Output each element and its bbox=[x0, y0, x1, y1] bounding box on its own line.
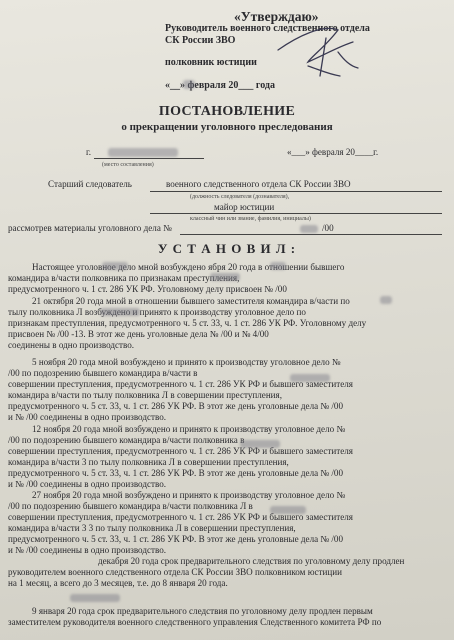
redacted-mark bbox=[210, 273, 240, 281]
place-label: г. bbox=[86, 147, 91, 157]
body-paragraph bbox=[8, 606, 446, 628]
body-line: /00 по подозрению бывшего командира в/части в bbox=[8, 368, 198, 379]
body-line: командира в/части полковника по признакам преступления, bbox=[8, 273, 240, 284]
case-number: /00 bbox=[322, 223, 334, 233]
redacted-mark bbox=[270, 506, 306, 514]
approval-stamp: «Утверждаю» bbox=[234, 9, 319, 24]
body-line: предусмотренного ч. 5 ст. 33, ч. 1 ст. 286 УК РФ. В этот же день уголовные дела № /00 bbox=[8, 468, 344, 479]
body-line: командира в/части 3 3 по тылу полковника Л в совершении преступления, bbox=[8, 523, 296, 534]
approval-line-4: «__» февраля 20___ года bbox=[165, 80, 275, 91]
redacted-mark bbox=[270, 262, 286, 270]
redacted-mark bbox=[183, 80, 195, 89]
body-line: совершении преступления, предусмотренного ч. 1 ст. 286 УК РФ и бывшего заместителя bbox=[8, 446, 353, 457]
redacted-mark bbox=[290, 374, 330, 382]
body-line: и № /00 соединены в одно производство. bbox=[8, 545, 167, 556]
redacted-mark bbox=[300, 225, 318, 233]
body-line: присвоен № /00 -13. В этот же день уголовные дела № /00 и № 4/00 bbox=[8, 329, 269, 340]
body-paragraph bbox=[8, 296, 446, 351]
approval-line-2: СК России ЗВО bbox=[165, 35, 236, 46]
author-position: военного следственного отдела СК России ЗВО bbox=[166, 179, 351, 189]
body-line: руководителем военного следственного отдела СК России ЗВО полковником юстиции bbox=[8, 567, 342, 578]
section-heading: У С Т А Н О В И Л : bbox=[157, 241, 297, 256]
body-line: командира в/части по тылу полковника Л в совершении преступления, bbox=[8, 390, 283, 401]
body-line: 27 ноября 20 года мной возбуждено и принято к производству уголовное дело № bbox=[32, 490, 346, 500]
body-paragraph bbox=[8, 556, 446, 589]
body-line: на 1 месяц, а всего до 3 месяцев, т.е. до 8 января 20 года. bbox=[8, 578, 228, 589]
body-line: /00 по подозрению бывшего командира в/части полковника Л в bbox=[8, 501, 253, 512]
body-line: предусмотренного ч. 5 ст. 33, ч. 1 ст. 286 УК РФ. В этот же день уголовные дела № /00 bbox=[8, 401, 344, 412]
redacted-mark bbox=[70, 594, 120, 602]
signature-scribble bbox=[268, 16, 368, 86]
document-date: «___» февраля 20____г. bbox=[287, 147, 379, 157]
body-line: командира в/части 3 по тылу полковника Л в совершении преступления, bbox=[8, 457, 289, 468]
body-line: Настоящее уголовное дело мной возбуждено ября 20 года в отношении бывшего bbox=[32, 262, 345, 272]
body-line: 9 января 20 года срок предварительного следствия по уголовному делу продлен первым bbox=[32, 606, 373, 616]
body-line: 5 ноября 20 года мной возбуждено и принято к производству уголовное дело № bbox=[32, 357, 341, 367]
body-line: предусмотренного ч. 1 ст. 286 УК РФ. Уголовному делу присвоен № /00 bbox=[8, 284, 287, 295]
body-paragraph bbox=[8, 490, 446, 557]
approval-line-1: Руководитель военного следственного отдела bbox=[165, 23, 370, 34]
document-subtitle: о прекращении уголовного преследования bbox=[121, 121, 333, 133]
redacted-mark bbox=[102, 262, 128, 270]
body-line: предусмотренного ч. 5 ст. 33, ч. 1 ст. 286 УК РФ. В этот же день уголовные дела № /00 bbox=[8, 534, 344, 545]
place-caption: (место составления) bbox=[102, 162, 154, 168]
body-line: и № /00 соединены в одно производство. bbox=[8, 479, 167, 490]
body-line: 12 ноября 20 года мной возбуждено и принято к производству уголовное дело № bbox=[32, 424, 346, 434]
body-line: декабря 20 года срок предварительного следствия по уголовному делу продлен bbox=[98, 556, 405, 566]
author-rank-caption: классный чин или звание, фамилия, инициалы) bbox=[190, 216, 311, 222]
document-title: ПОСТАНОВЛЕНИЕ bbox=[158, 104, 296, 119]
body-line: /00 по подозрению бывшего командира в/части полковника в bbox=[8, 435, 245, 446]
redacted-mark bbox=[240, 440, 280, 448]
body-line: соединены в одно производство. bbox=[8, 340, 135, 351]
author-rank: майор юстиции bbox=[214, 202, 275, 212]
body-paragraph bbox=[8, 357, 446, 424]
body-line: совершении преступления, предусмотренного ч. 1 ст. 286 УК РФ и бывшего заместителя bbox=[8, 379, 353, 390]
redacted-mark bbox=[380, 296, 392, 304]
body-line: совершении преступления, предусмотренного ч. 1 ст. 286 УК РФ и бывшего заместителя bbox=[8, 512, 353, 523]
redacted-mark bbox=[100, 308, 140, 316]
redacted-mark bbox=[108, 148, 178, 157]
author-position-caption: (должность следователя (дознавателя), bbox=[190, 194, 290, 200]
body-line: 21 октября 20 года мной в отношении бывшего заместителя командира в/части по bbox=[32, 296, 350, 306]
body-line: заместителем руководителя военного следственного управления Следственного комитета РФ по bbox=[8, 617, 382, 628]
body-line: признакам преступления, предусмотренного ч. 5 ст. 33, ч. 1 ст. 286 УК РФ. Уголовному делу bbox=[8, 318, 367, 329]
author-prefix: Старший следователь bbox=[48, 179, 132, 189]
approval-line-3: полковник юстиции bbox=[165, 57, 257, 68]
case-reviewed-text: рассмотрев материалы уголовного дела № bbox=[8, 223, 172, 233]
body-paragraph bbox=[8, 424, 446, 491]
body-line: и № /00 соединены в одно производство. bbox=[8, 412, 167, 423]
body-line: тылу полковника Л возбуждено и принято к производству уголовное дело по bbox=[8, 307, 306, 318]
